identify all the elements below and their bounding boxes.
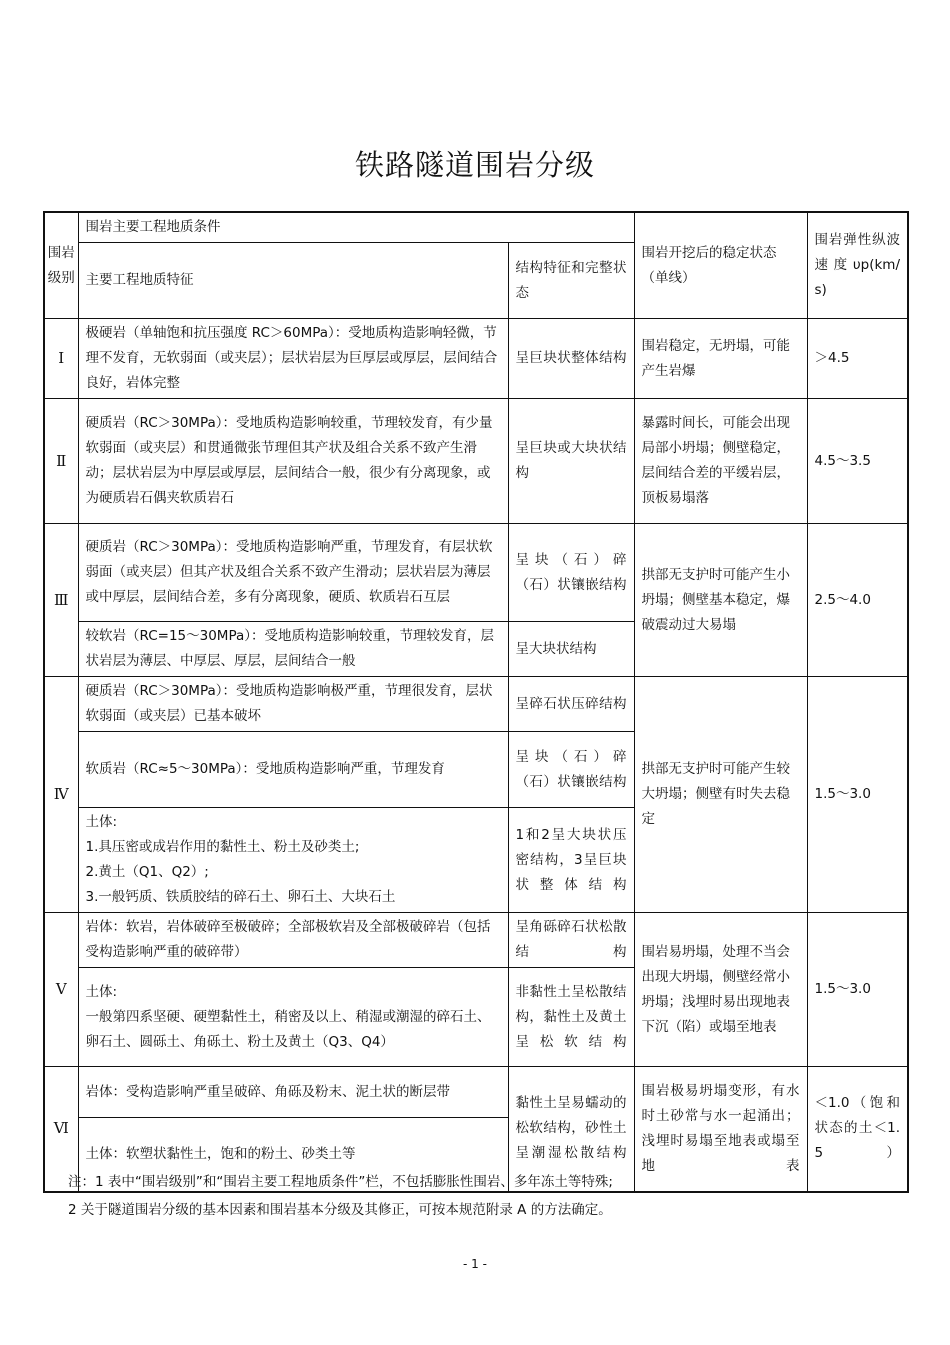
feature-cell: 岩体：受构造影响严重呈破碎、角砾及粉末、泥土状的断层带 — [78, 1067, 508, 1118]
structure-cell: 1和2呈大块状压密结构，3呈巨块状整体结构 — [508, 808, 634, 913]
soil-heading: 土体: — [85, 983, 118, 1000]
grade-cell: Ⅰ — [44, 319, 78, 399]
rock-classification-table — [43, 211, 909, 1193]
structure-cell: 呈碎石状压碎结构 — [508, 677, 634, 732]
stability-cell: 围岩稳定，无坍塌，可能产生岩爆 — [634, 319, 807, 399]
page-number: - 1 - — [463, 1257, 487, 1271]
soil-item: 1.具压密或成岩作用的黏性土、粉土及砂类土; — [85, 839, 360, 855]
velocity-cell: 4.5～3.5 — [807, 399, 908, 524]
soil-item: 2.黄土（Q1、Q2）; — [85, 864, 209, 880]
table-note-2: 2 关于隧道围岩分级的基本因素和围岩基本分级及其修正，可按本规范附录 A 的方法确定。 — [68, 1202, 612, 1218]
table-note-1: 注：1 表中“围岩级别”和“围岩主要工程地质条件”栏，不包括膨胀性围岩、多年冻土等特殊; — [68, 1174, 613, 1190]
feature-cell: 较软岩（RC=15～30MPa）：受地质构造影响较重，节理较发育，层状岩层为薄层、中厚层、厚层，层间结合一般 — [78, 622, 508, 677]
structure-cell: 呈角砾碎石状松散结构 — [508, 913, 634, 968]
velocity-cell: 1.5～3.0 — [807, 677, 908, 913]
header-grade: 围岩级别 — [44, 212, 78, 319]
header-stability: 围岩开挖后的稳定状态（单线） — [634, 212, 807, 319]
structure-cell: 呈巨块或大块状结构 — [508, 399, 634, 524]
grade-cell: Ⅴ — [44, 913, 78, 1067]
page-title: 铁路隧道围岩分级 — [354, 148, 595, 182]
feature-cell — [78, 968, 508, 1067]
velocity-cell: ＞4.5 — [807, 319, 908, 399]
stability-cell: 暴露时间长，可能会出现局部小坍塌；侧壁稳定，层间结合差的平缓岩层，顶板易塌落 — [634, 399, 807, 524]
structure-cell: 呈大块状结构 — [508, 622, 634, 677]
soil-heading: 土体: — [85, 814, 118, 830]
header-velocity: 围岩弹性纵波速度υp(km/s) — [807, 212, 908, 319]
feature-cell: 硬质岩（RC＞30MPa）：受地质构造影响极严重，节理很发育，层状软弱面（或夹层）已基本破坏 — [78, 677, 508, 732]
header-geo-conditions: 围岩主要工程地质条件 — [78, 212, 634, 243]
feature-cell: 硬质岩（RC＞30MPa）：受地质构造影响严重，节理发育，有层状软弱面（或夹层）但其产状及组合关系不致产生滑动；层状岩层为薄层或中厚层，层间结合差，多有分离现象，硬质、软质岩石互层 — [78, 524, 508, 622]
velocity-cell: ＜1.0（饱和状态的土＜1.5） — [807, 1067, 908, 1192]
structure-cell: 呈块（石）碎（石）状镶嵌结构 — [508, 524, 634, 622]
stability-cell: 围岩易坍塌，处理不当会出现大坍塌，侧壁经常小坍塌；浅埋时易出现地表下沉（陷）或塌至地表 — [634, 913, 807, 1067]
stability-cell: 拱部无支护时可能产生较大坍塌；侧壁有时失去稳定 — [634, 677, 807, 913]
soil-description: 一般第四系坚硬、硬塑黏性土，稍密及以上、稍湿或潮湿的碎石土、卵石土、圆砾土、角砾土、粉土及黄土（Q3、Q4） — [85, 1008, 491, 1050]
feature-cell: 极硬岩（单轴饱和抗压强度 RC＞60MPa）：受地质构造影响轻微，节理不发育，无软弱面（或夹层）；层状岩层为巨厚层或厚层，层间结合良好，岩体完整 — [78, 319, 508, 399]
velocity-cell: 1.5～3.0 — [807, 913, 908, 1067]
feature-cell: 岩体：软岩，岩体破碎至极破碎；全部极软岩及全部极破碎岩（包括受构造影响严重的破碎带） — [78, 913, 508, 968]
feature-cell: 硬质岩（RC＞30MPa）：受地质构造影响较重，节理较发育，有少量软弱面（或夹层）和贯通微张节理但其产状及组合关系不致产生滑动；层状岩层为中厚层或厚层，层间结合一般，很少有分离现象，或为硬质岩石偶夹软质岩石 — [78, 399, 508, 524]
feature-cell: 土体：软塑状黏性土，饱和的粉土、砂类土等 — [78, 1118, 508, 1192]
grade-cell: Ⅲ — [44, 524, 78, 677]
feature-cell: 软质岩（RC≈5～30MPa）：受地质构造影响严重，节理发育 — [78, 732, 508, 808]
stability-cell: 拱部无支护时可能产生小坍塌；侧壁基本稳定，爆破震动过大易塌 — [634, 524, 807, 677]
grade-cell: Ⅱ — [44, 399, 78, 524]
structure-cell: 非黏性土呈松散结构，黏性土及黄土呈松软结构 — [508, 968, 634, 1067]
grade-cell: Ⅳ — [44, 677, 78, 913]
stability-cell: 围岩极易坍塌变形，有水时土砂常与水一起涌出；浅埋时易塌至地表或塌至地表 — [634, 1067, 807, 1192]
structure-cell: 黏性土呈易蠕动的松软结构，砂性土呈潮湿松散结构 — [508, 1067, 634, 1192]
feature-cell — [78, 808, 508, 913]
structure-cell: 呈块（石）碎（石）状镶嵌结构 — [508, 732, 634, 808]
velocity-cell: 2.5～4.0 — [807, 524, 908, 677]
structure-cell: 呈巨块状整体结构 — [508, 319, 634, 399]
grade-cell: Ⅵ — [44, 1067, 78, 1192]
header-structure: 结构特征和完整状态 — [508, 243, 634, 319]
header-main-features: 主要工程地质特征 — [78, 243, 508, 319]
soil-item: 3.一般钙质、铁质胶结的碎石土、卵石土、大块石土 — [85, 889, 396, 905]
